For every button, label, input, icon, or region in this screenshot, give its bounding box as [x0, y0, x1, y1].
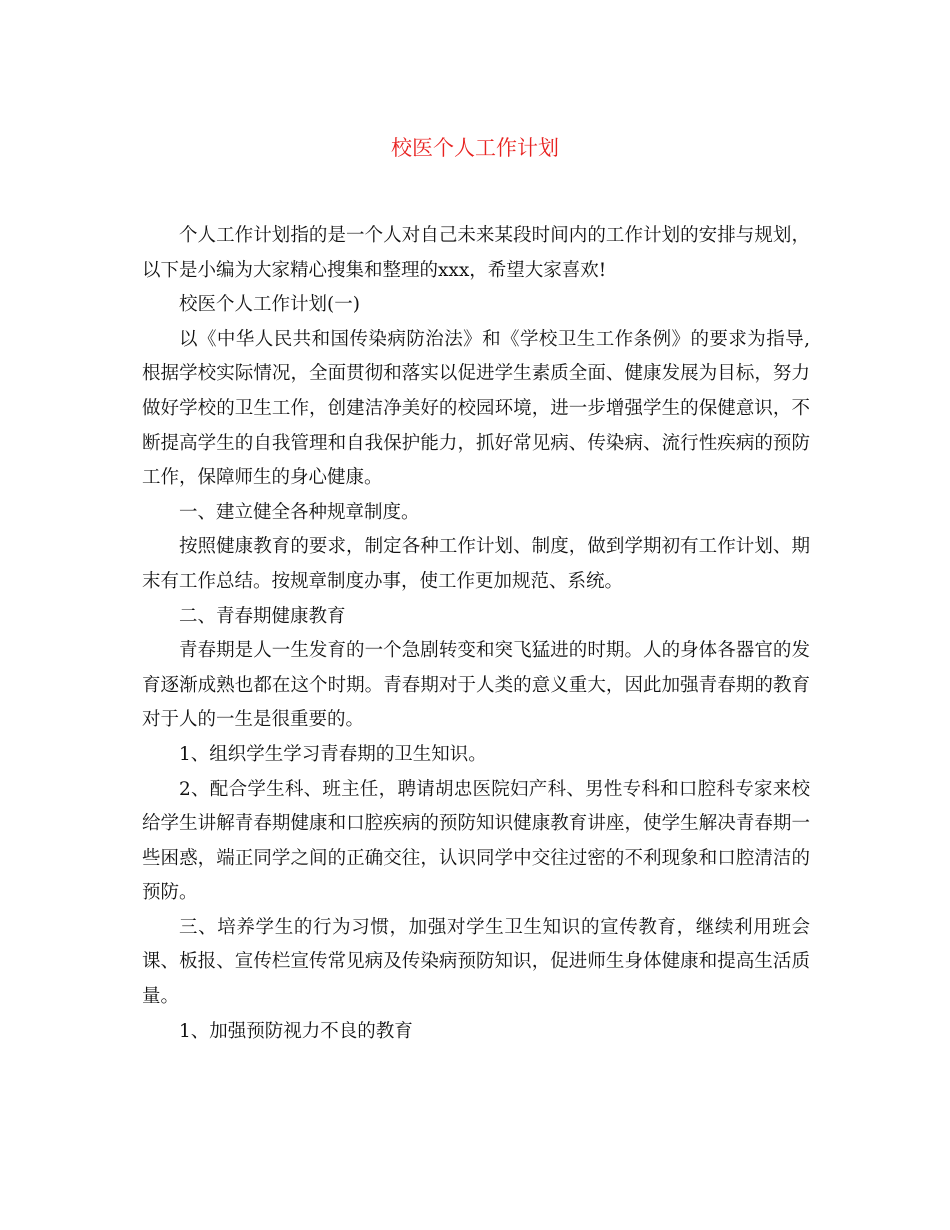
section-heading-rules: 一、建立健全各种规章制度。	[179, 501, 420, 523]
document-title: 校医个人工作计划	[391, 136, 559, 160]
section-heading-plan-one: 校医个人工作计划(一)	[179, 294, 360, 316]
intro-paragraph: 个人工作计划指的是一个人对自己未来某段时间内的工作计划的安排与规划，以下是小编为大家精心搜集和整理的xxx，希望大家喜欢!	[142, 225, 810, 281]
list-item-1: 1、组织学生学习青春期的卫生知识。	[179, 743, 487, 765]
adolescence-paragraph: 青春期是人一生发育的一个急剧转变和突飞猛进的时期。人的身体各器官的发育逐渐成熟也都在这个时期。青春期对于人类的意义重大，因此加强青春期的教育对于人的一生是很重要的。	[142, 640, 810, 731]
guidance-paragraph: 以《中华人民共和国传染病防治法》和《学校卫生工作条例》的要求为指导,根据学校实际情况，全面贯彻和落实以促进学生素质全面、健康发展为目标，努力做好学校的卫生工作，创建洁净美好的校园环境，进一步增强学生的保健意识，不断提高学生的自我管理和自我保护能力，抓好常见病、传染病、流行性疾病的预防工作，保障师生的身心健康。	[142, 328, 810, 489]
rules-paragraph: 按照健康教育的要求，制定各种工作计划、制度，做到学期初有工作计划、期末有工作总结。按规章制度办事，使工作更加规范、系统。	[142, 536, 810, 592]
section-heading-adolescence: 二、青春期健康教育	[179, 605, 346, 627]
document-body	[142, 219, 810, 1049]
list-item-2: 2、配合学生科、班主任，聘请胡忠医院妇产科、男性专科和口腔科专家来校给学生讲解青春期健康和口腔疾病的预防知识健康教育讲座，使学生解决青春期一些困惑，端正同学之间的正确交往，认识同学中交往过密的不利现象和口腔清洁的预防。	[142, 778, 810, 904]
section-heading-habits: 三、培养学生的行为习惯，加强对学生卫生知识的宣传教育，继续利用班会课、板报、宣传栏宣传常见病及传染病预防知识，促进师生身体健康和提高生活质量。	[142, 916, 810, 1008]
list-item-vision: 1、加强预防视力不良的教育	[179, 1020, 413, 1042]
